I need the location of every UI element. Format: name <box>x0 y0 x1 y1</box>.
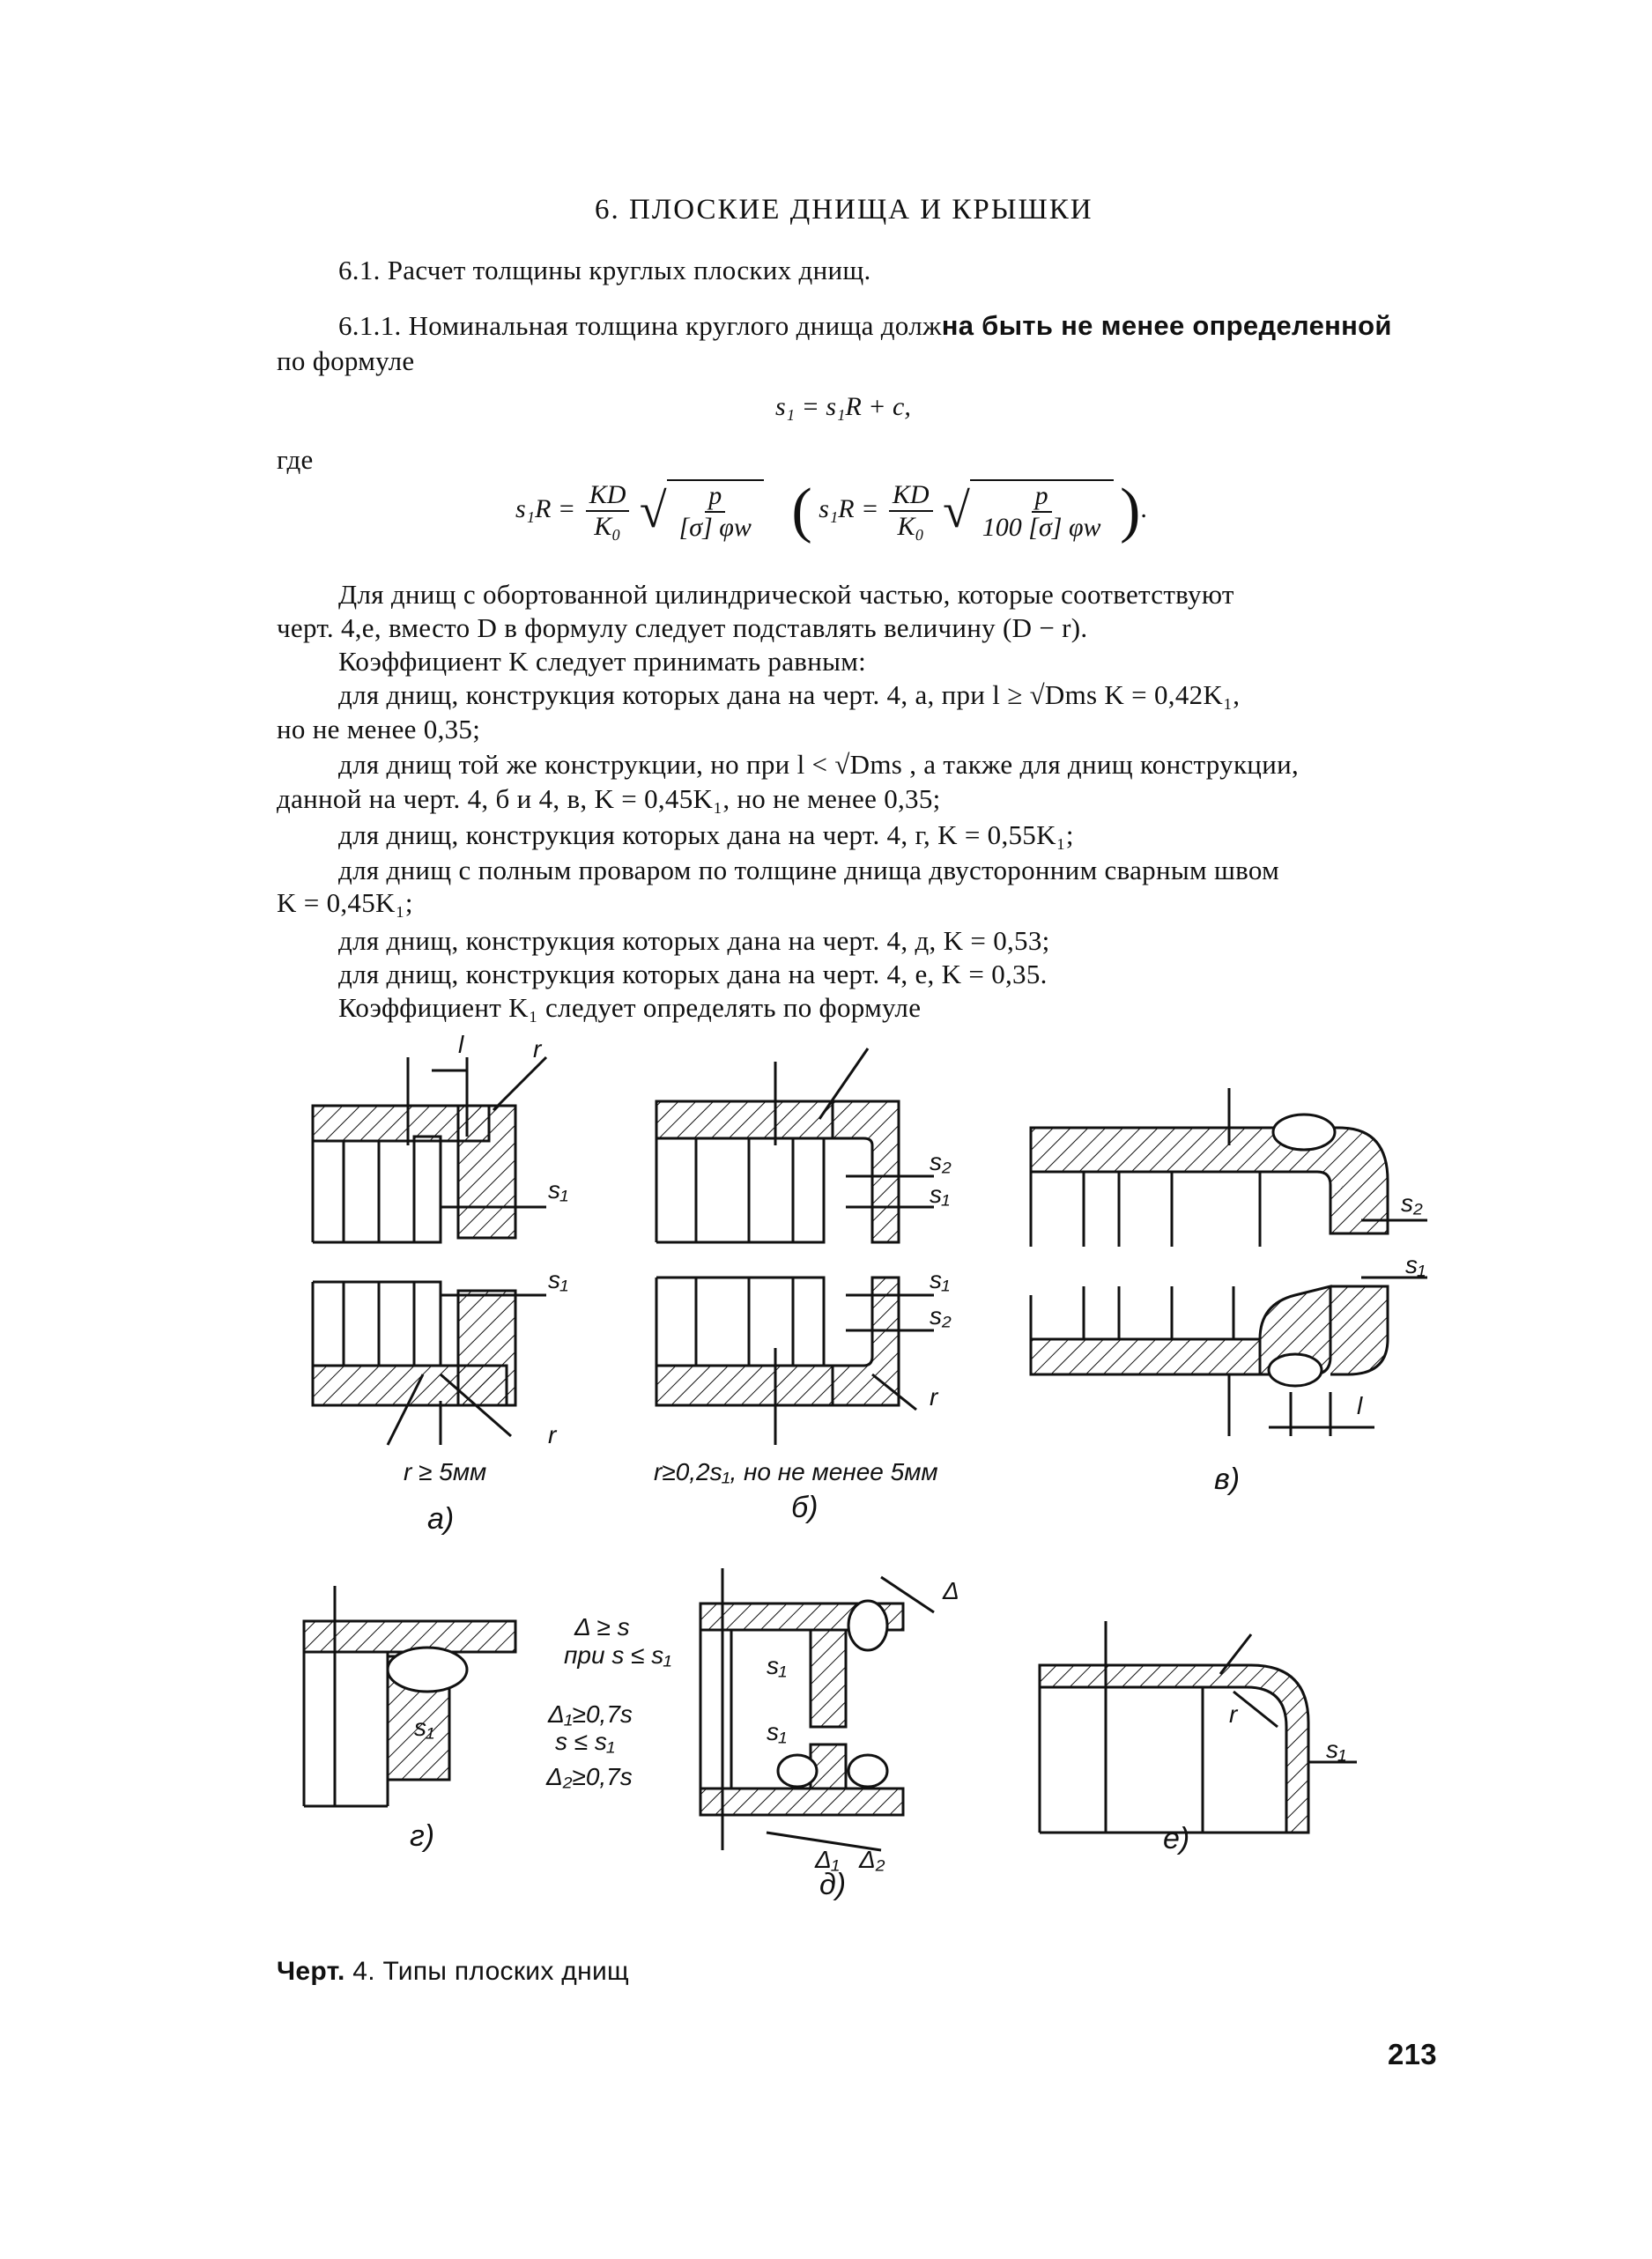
dim-s1-b2: s₁ <box>930 1266 950 1293</box>
drawing-e <box>1040 1621 1357 1833</box>
dim-s1-a: s₁ <box>548 1176 568 1204</box>
dim-delta1-d: Δ₁ <box>815 1846 840 1873</box>
paragraph-line: для днищ, конструкция которых дана на черт. 4, а, при l ≥ √Dms K = 0,42K₁, <box>338 679 1241 710</box>
dim-s1-d2: s₁ <box>767 1718 787 1745</box>
g-condition-4: s ≤ s₁ <box>555 1728 615 1755</box>
drawing-a <box>313 1057 546 1445</box>
dim-s1-b: s₁ <box>930 1181 950 1208</box>
label-b: б) <box>791 1491 819 1524</box>
dim-delta-d: Δ <box>943 1577 959 1604</box>
paragraph-line: для днищ той же конструкции, но при l < √Dms , а также для днищ конструкции, <box>338 749 1300 780</box>
dim-s2-b: s₂ <box>930 1148 952 1175</box>
paragraph-line: но не менее 0,35; <box>277 714 481 744</box>
drawing-d <box>700 1568 934 1850</box>
where-label: где <box>277 444 314 475</box>
paragraph-line: Коэффициент K следует принимать равным: <box>338 646 867 677</box>
dim-r-a2: r <box>548 1421 557 1448</box>
g-condition-1: Δ ≥ s <box>574 1613 630 1641</box>
label-a: а) <box>427 1502 455 1536</box>
label-g: г) <box>410 1819 435 1853</box>
g-condition-2: при s ≤ s₁ <box>564 1641 672 1669</box>
paragraph-line: по формуле <box>277 345 415 376</box>
label-a-condition: r ≥ 5мм <box>404 1458 487 1485</box>
section-title: 6.1. Расчет толщины круглых плоских днищ. <box>338 255 871 285</box>
dim-s2-v: s₂ <box>1401 1189 1423 1217</box>
dim-r-e: r <box>1229 1700 1238 1728</box>
dim-s2-b2: s₂ <box>930 1302 952 1329</box>
paragraph-line: для днищ, конструкция которых дана на черт. 4, е, K = 0,35. <box>338 959 1048 989</box>
dim-r-b: r <box>930 1383 938 1411</box>
dim-l-v: l <box>1357 1392 1363 1419</box>
paragraph-line: данной на черт. 4, б и 4, в, K = 0,45K₁, но не менее 0,35; <box>277 783 941 814</box>
paragraph-line: Коэффициент K₁ следует определять по формуле <box>338 992 922 1023</box>
dim-s1-g: s₁ <box>414 1714 434 1741</box>
paragraph-line: для днищ с полным проваром по толщине днища двусторонним сварным швом <box>338 855 1279 885</box>
g-condition-5: Δ₂≥0,7s <box>546 1763 633 1790</box>
label-d: д) <box>819 1868 847 1901</box>
page-number: 213 <box>1388 2038 1437 2070</box>
label-v: в) <box>1214 1463 1241 1496</box>
dim-delta2-d: Δ₂ <box>859 1846 885 1873</box>
formula-s1: s₁ = s₁R + c, <box>775 392 911 421</box>
drawing-g <box>304 1586 515 1806</box>
dim-s1-d: s₁ <box>767 1652 787 1679</box>
chapter-heading: 6. ПЛОСКИЕ ДНИЩА И КРЫШКИ <box>595 194 1093 226</box>
drawing-b <box>656 1048 934 1445</box>
label-b-condition: r≥0,2s₁, но не менее 5мм <box>654 1458 938 1485</box>
dim-s1-e: s₁ <box>1326 1736 1346 1763</box>
figure-caption: Черт. 4. Типы плоских днищ <box>277 1957 629 1986</box>
dim-s1-v: s₁ <box>1405 1251 1426 1278</box>
label-e: е) <box>1163 1822 1190 1855</box>
paragraph-line: 6.1.1. Номинальная толщина круглого днища должна быть не менее определенной <box>338 310 1392 341</box>
paragraph-line: для днищ, конструкция которых дана на черт. 4, г, K = 0,55K₁; <box>338 819 1074 850</box>
dim-r-a: r <box>533 1035 542 1063</box>
paragraph-line: K = 0,45K₁; <box>277 887 413 918</box>
dim-s1-a2: s₁ <box>548 1266 568 1293</box>
paragraph-line: для днищ, конструкция которых дана на черт. 4, д, K = 0,53; <box>338 925 1050 956</box>
g-condition-3: Δ₁≥0,7s <box>548 1700 633 1728</box>
drawing-v <box>1031 1088 1427 1436</box>
paragraph-line: черт. 4,е, вместо D в формулу следует подставлять величину (D − r). <box>277 612 1088 643</box>
paragraph-line: Для днищ с обортованной цилиндрической частью, которые соответствуют <box>338 579 1234 610</box>
formula-s1r: s₁R = $\frac{KD}{\text{K₀}}$ √ $\frac{p}{[\sigma] \varphi w}$ ( s₁R = $\frac{KD}{\text{K₀}}$ √ $\frac{p}{100 [\sigma] \varphi w}$ ). <box>515 477 1147 544</box>
dim-l-a: l <box>458 1031 464 1058</box>
